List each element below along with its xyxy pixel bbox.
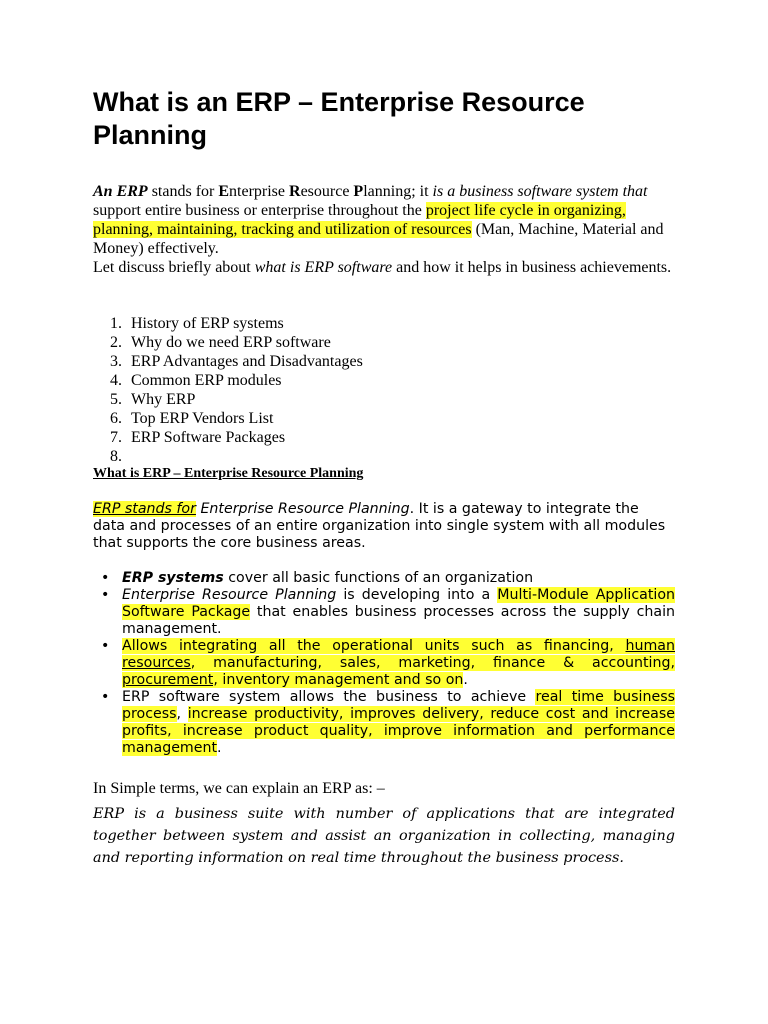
bullet-icon: • [101,689,110,705]
bullet-item [93,570,675,587]
toc-item[interactable] [93,333,675,352]
intro-italic-definition: is a business software system that [432,183,648,200]
toc-label: Common ERP modules [131,372,282,389]
toc-item[interactable] [93,428,675,447]
bullet-text: cover all basic functions of an organization [223,570,534,586]
intro-line-1 [93,182,675,258]
toc-item[interactable] [93,371,675,390]
definition-highlight: ERP stands for [93,501,196,517]
toc-label: ERP Advantages and Disadvantages [131,353,363,370]
intro-text: (Man, Machine, Material and Money) effectively. [93,221,664,257]
toc-item[interactable] [93,409,675,428]
intro-initial-e: E [218,183,230,200]
toc-label: Why do we need ERP software [131,334,331,351]
bullet-highlight: real time business process [122,689,676,722]
bullet-highlight: Multi-Module Application Software Package [122,587,675,620]
bullet-icon: • [101,638,110,654]
bullet-text: ERP software system allows the business to achieve [122,689,536,705]
intro-text: Let discuss briefly about [93,259,255,276]
bullet-icon: • [101,570,110,586]
toc-number: 8. [110,448,122,465]
bullet-term: ERP systems [122,570,224,586]
bullet-highlight: increase productivity, improves delivery, reduce cost and increase profits, increase product quality, improve information and performance management [122,706,675,756]
feature-bullet-list [93,570,675,757]
intro-initial-p: P [353,183,364,200]
bullet-highlight: Allows integrating all the operational units such as financing, [122,638,626,654]
intro-erp-term: An ERP [93,183,148,200]
bullet-item [93,638,675,689]
intro-italic-link: what is ERP software [254,259,393,276]
intro-text: esource [300,183,354,200]
intro-text: lanning; it [363,183,433,200]
toc-label: Top ERP Vendors List [131,410,274,427]
toc-number: 1. [110,315,122,332]
intro-text: stands for [147,183,219,200]
toc-number: 4. [110,372,122,389]
toc-item[interactable] [93,390,675,409]
toc-label: ERP Software Packages [131,429,286,446]
toc-label: Why ERP [131,391,196,408]
summary-paragraph: ERP is a business suite with number of applications that are integrated together between system and assist an organization in collecting, managing and reporting information on real time throughout the business process. [93,806,675,866]
bullet-term: Enterprise Resource Planning [122,587,337,603]
page-title: What is an ERP – Enterprise Resource Planning [93,87,585,150]
bullet-highlight: , manufacturing, sales, marketing, finance & accounting, [190,655,675,671]
intro-text: support entire business or enterprise throughout the [93,202,426,219]
section-heading: What is ERP – Enterprise Resource Planning [93,466,364,481]
toc-number: 3. [110,353,122,370]
toc-number: 7. [110,429,122,446]
definition-text: . It is a gateway to integrate the data and processes of an entire organization into single system with all modules that supports the core business areas. [93,501,666,551]
bullet-text: . [217,740,222,756]
intro-highlight: project life cycle in organizing, planning, maintaining, tracking and utilization of resources [93,202,626,238]
intro-paragraph [93,182,675,277]
bullet-text: is developing into a [336,587,498,603]
intro-line-2 [93,258,675,277]
bullet-highlight-link[interactable]: human resources [122,638,675,671]
definition-term: Enterprise Resource Planning [200,501,410,517]
bullet-highlight: , inventory management and so on [213,672,464,688]
intro-initial-r: R [289,183,301,200]
toc-number: 6. [110,410,122,427]
toc-item[interactable] [93,352,675,371]
toc-label: History of ERP systems [131,315,284,332]
simple-terms-text: In Simple terms, we can explain an ERP as: – [93,780,385,797]
bullet-icon: • [101,587,110,603]
intro-text: nterprise [229,183,289,200]
definition-paragraph [93,501,675,552]
bullet-item [93,689,675,757]
toc-number: 5. [110,391,122,408]
bullet-text: , [176,706,188,722]
bullet-text: that enables business processes across the supply chain management. [122,604,675,637]
intro-text: and how it helps in business achievements. [392,259,672,276]
bullet-highlight-link[interactable]: procurement [122,672,214,688]
toc-list [93,314,675,466]
bullet-text: . [463,672,468,688]
bullet-item [93,587,675,638]
toc-number: 2. [110,334,122,351]
toc-item [93,447,675,466]
toc-item[interactable] [93,314,675,333]
